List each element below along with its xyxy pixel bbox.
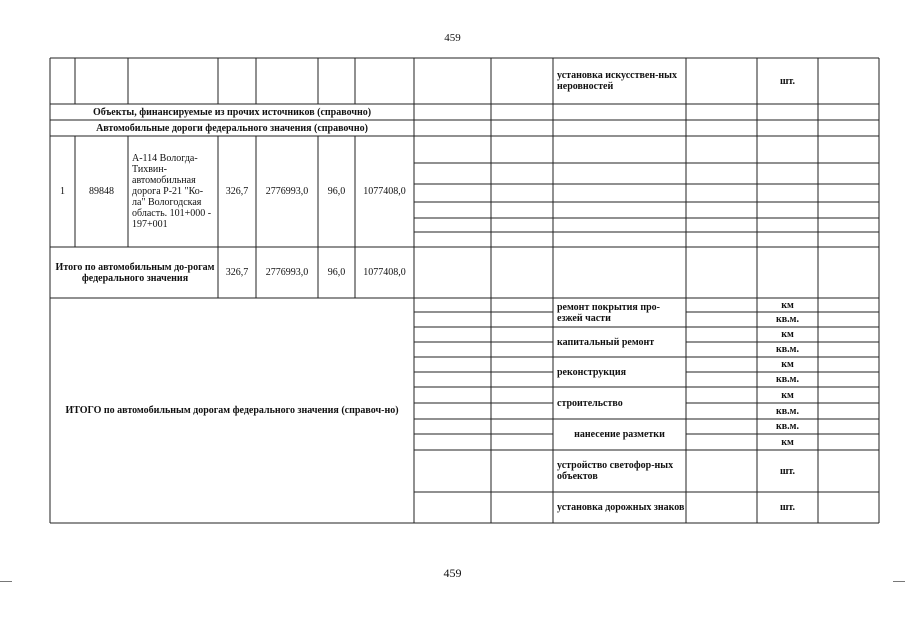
section-other-sources: Объекты, финансируемые из прочих источников (справочно) bbox=[92, 106, 372, 118]
unit-cell: шт. bbox=[779, 465, 796, 477]
work-type-label: реконструкция bbox=[557, 366, 626, 378]
road-code: 89848 bbox=[89, 186, 114, 197]
subtotal-label: Итого по автомобильным до-рогам федерального значения bbox=[55, 261, 215, 284]
page-number-top: 459 bbox=[444, 32, 461, 44]
road-amount: 1077408,0 bbox=[363, 186, 406, 197]
unit-cell: км bbox=[781, 359, 794, 370]
unit-cell: кв.м. bbox=[776, 374, 799, 385]
road-name: А-114 Вологда-Тихвин-автомобильная дорога Р-21 "Ко-ла" Вологодская область. 101+000 - 197+001 bbox=[132, 153, 212, 230]
total-label: ИТОГО по автомобильным дорогам федерального значения (справоч-но) bbox=[65, 405, 399, 416]
header-unit: шт. bbox=[779, 75, 796, 87]
unit-cell: км bbox=[781, 329, 794, 340]
section-federal-roads: Автомобильные дороги федерального значения (справочно) bbox=[96, 122, 368, 134]
unit-cell: км bbox=[781, 436, 794, 448]
subtotal-percent: 96,0 bbox=[327, 267, 346, 278]
work-type-label: строительство bbox=[557, 397, 623, 409]
unit-cell: км bbox=[781, 389, 794, 401]
road-number: 1 bbox=[60, 186, 65, 197]
unit-cell: кв.м. bbox=[776, 314, 799, 325]
subtotal-cost: 2776993,0 bbox=[265, 267, 309, 278]
subtotal-amount: 1077408,0 bbox=[363, 267, 406, 278]
unit-cell: км bbox=[781, 299, 794, 311]
unit-cell: кв.м. bbox=[776, 405, 799, 417]
page-edge-mark bbox=[0, 581, 12, 582]
work-type-label: капитальный ремонт bbox=[557, 336, 655, 348]
subtotal-length: 326,7 bbox=[225, 267, 249, 278]
work-type-label: ремонт покрытия про-езжей части bbox=[557, 301, 660, 324]
unit-cell: кв.м. bbox=[776, 344, 799, 355]
page-number-bottom: 459 bbox=[443, 566, 462, 580]
page-edge-mark bbox=[893, 581, 905, 582]
work-type-label: нанесение разметки bbox=[574, 429, 665, 440]
work-type-label: установка дорожных знаков bbox=[557, 502, 685, 513]
unit-cell: кв.м. bbox=[776, 421, 799, 432]
header-item-text: установка искусствен-ных неровностей bbox=[557, 70, 677, 92]
road-cost: 2776993,0 bbox=[265, 186, 309, 197]
road-percent: 96,0 bbox=[327, 186, 346, 197]
unit-cell: шт. bbox=[779, 502, 796, 513]
road-length: 326,7 bbox=[225, 186, 249, 197]
work-type-label: устройство светофор-ных объектов bbox=[557, 460, 674, 482]
